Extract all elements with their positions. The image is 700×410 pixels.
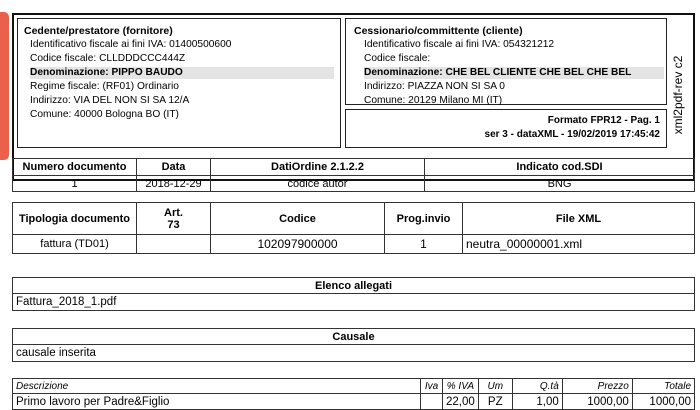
formato-line: Formato FPR12 - Pag. 1 [547, 115, 660, 126]
righe-table [12, 378, 695, 410]
tipologia-table [12, 202, 695, 254]
cedente-regime-fiscale: Regime fiscale: (RF01) Ordinario [30, 81, 179, 92]
causale-title: Causale [13, 329, 695, 345]
descrizione-value: Primo lavoro per Padre&Figlio [13, 394, 421, 410]
header-perc-iva: % IVA [443, 379, 479, 394]
header-art-73 [137, 203, 211, 235]
allegati-title: Elenco allegati [13, 278, 695, 294]
table-row [13, 345, 695, 362]
codice-value: 102097900000 [211, 235, 385, 254]
perc-iva-value: 22,00 [443, 394, 479, 410]
cedente-partita-iva: Identificativo fiscale ai fini IVA: 01400500600 [30, 39, 232, 50]
um-value: PZ [478, 394, 512, 410]
header-quantita: Q.tà [512, 379, 562, 394]
header-um: Um [478, 379, 512, 394]
header-indicato-cod-sdi: Indicato cod.SDI [425, 159, 695, 176]
cedente-box [17, 18, 341, 148]
formato-data-xml: ser 3 - dataXML - 19/02/2019 17:45:42 [484, 129, 660, 140]
table-row [13, 235, 695, 254]
table-row [13, 176, 695, 192]
allegati-table [12, 277, 695, 311]
header-tipologia-documento: Tipologia documento [13, 203, 137, 235]
iva-value [421, 394, 443, 410]
table-row [13, 394, 695, 410]
cessionario-codice-fiscale: Codice fiscale: [364, 53, 431, 64]
vertical-revision-label [668, 20, 688, 170]
documento-table [12, 158, 695, 192]
header-prog-invio: Prog.invio [385, 203, 463, 235]
vertical-revision-text: xml2pdf-rev c2 [671, 55, 685, 135]
cod-sdi-value: BNG [425, 176, 695, 192]
header-file-xml: File XML [463, 203, 695, 235]
header-data: Data [137, 159, 211, 176]
red-margin-mark [0, 12, 9, 160]
cedente-codice-fiscale: Codice fiscale: CLLDDDCCC444Z [30, 53, 186, 64]
cedente-denominazione: Denominazione: PIPPO BAUDO [30, 67, 334, 79]
table-row [13, 294, 695, 311]
dati-ordine-value: codice autor [211, 176, 425, 192]
header-totale: Totale [632, 379, 694, 394]
causale-table [12, 328, 695, 362]
header-numero-documento: Numero documento [13, 159, 137, 176]
cessionario-box [345, 18, 667, 105]
cedente-title: Cedente/prestatore (fornitore) [24, 25, 173, 37]
formato-box [345, 109, 667, 148]
header-prezzo: Prezzo [562, 379, 632, 394]
header-iva: Iva [421, 379, 443, 394]
numero-documento-value: 1 [13, 176, 137, 192]
header-dati-ordine: DatiOrdine 2.1.2.2 [211, 159, 425, 176]
cedente-comune: Comune: 40000 Bologna BO (IT) [30, 109, 179, 120]
causale-value: causale inserita [13, 345, 695, 362]
allegato-file: Fattura_2018_1.pdf [13, 294, 695, 311]
quantita-value: 1,00 [512, 394, 562, 410]
totale-value: 1000,00 [632, 394, 694, 410]
cessionario-partita-iva: Identificativo fiscale ai fini IVA: 054321212 [364, 39, 555, 50]
cessionario-indirizzo: Indirizzo: PIAZZA NON SI SA 0 [364, 81, 505, 92]
file-xml-value: neutra_00000001.xml [463, 235, 695, 254]
prezzo-value: 1000,00 [562, 394, 632, 410]
art-73-value [137, 235, 211, 254]
header-descrizione: Descrizione [13, 379, 421, 394]
cedente-indirizzo: Indirizzo: VIA DEL NON SI SA 12/A [30, 95, 190, 106]
cessionario-comune: Comune: 20129 Milano MI (IT) [364, 95, 503, 106]
cessionario-denominazione: Denominazione: CHE BEL CLIENTE CHE BEL CHE BEL [364, 67, 664, 79]
data-value: 2018-12-29 [137, 176, 211, 192]
prog-invio-value: 1 [385, 235, 463, 254]
art-73-label: Art. 73 [164, 206, 183, 231]
cessionario-title: Cessionario/committente (cliente) [354, 25, 523, 37]
tipologia-value: fattura (TD01) [13, 235, 137, 254]
header-codice: Codice [211, 203, 385, 235]
